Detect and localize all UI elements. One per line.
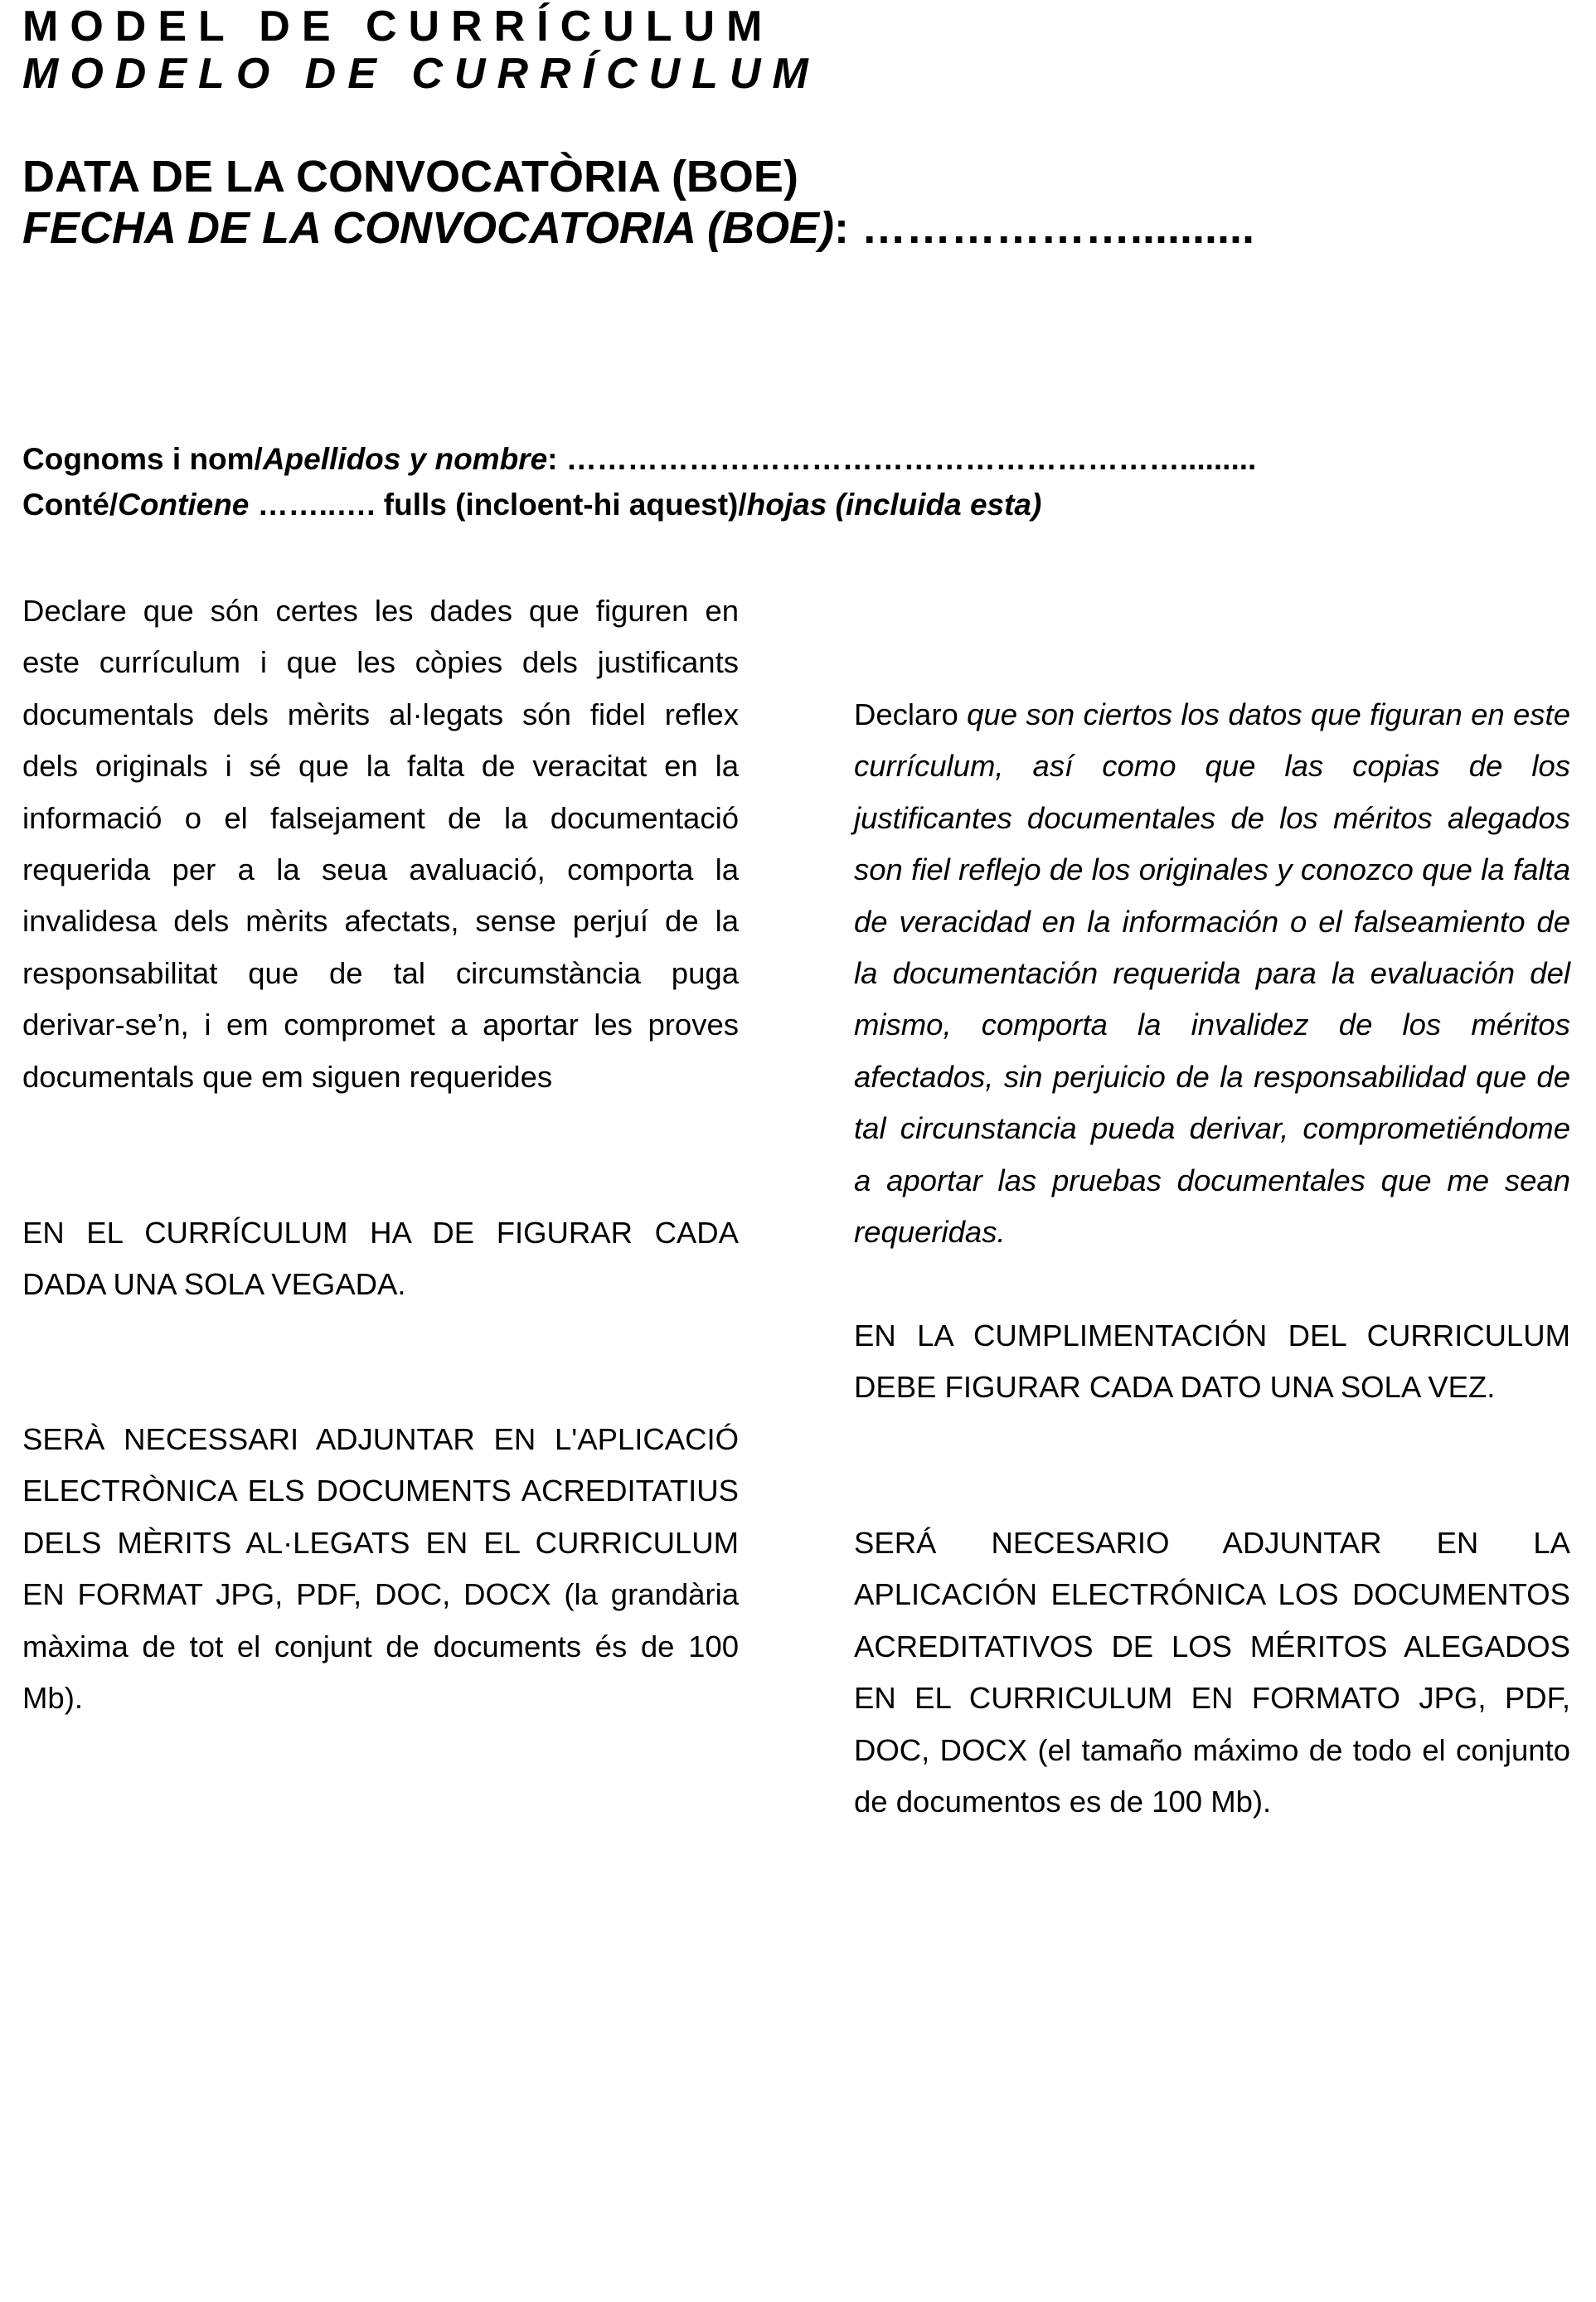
sheets-label-es: hojas (incluida esta)	[746, 488, 1042, 522]
declaration-body: que son ciertos los datos que figuran en este currículum, así como que las copias de los justificantes documentales de los méritos alegados son fiel reflejo de los originales y conozco que la falta de veracidad en la información o el falseamiento de la documentación requerida para la evaluación del mismo, comporta la invalidez de los méritos afectados, sin perjuicio de la responsabilidad que de tal circunstancia pueda derivar, comprometiéndome a aportar las pruebas documentales que me sean requeridas.	[854, 697, 1570, 1250]
convocatoria-date-spanish	[22, 202, 1254, 254]
title-spanish: MODELO DE CURRÍCULUM	[22, 50, 820, 98]
declaration-spanish	[854, 689, 1570, 1258]
declaration-catalan: Declare que són certes les dades que figuren en este currículum i que les còpies dels justificants documentals dels mèrits al·legats són fidel reflex dels originals i sé que la falta de veracitat en la informació o el falsejament de la documentació requerida per a la seua avaluació, comporta la invalidesa dels mèrits afectats, sense perjuí de la responsabilitat que de tal circumstància puga derivar-se’n, i em compromet a aportar les proves documentals que em siguen requerides	[22, 594, 739, 1094]
sheets-fill-field[interactable]: ……..….	[249, 488, 384, 522]
date-fill-field[interactable]: ………………..........	[848, 203, 1255, 253]
convocatoria-label-spanish: FECHA DE LA CONVOCATORIA (BOE)	[22, 203, 834, 253]
sheets-line	[22, 482, 1041, 527]
declaration-first-word: Declaro	[854, 697, 968, 731]
name-label-es: Apellidos y nombre	[262, 442, 548, 476]
once-notice-spanish: EN LA CUMPLIMENTACIÓN DEL CURRICULUM DEBE FIGURAR CADA DATO UNA SOLA VEZ.	[854, 1319, 1570, 1405]
attach-notice-catalan: SERÀ NECESSARI ADJUNTAR EN L'APLICACIÓ ELECTRÒNICA ELS DOCUMENTS ACREDITATIUS DELS MÈRITS AL·LEGATS EN EL CURRICULUM EN FORMAT JPG, PDF, DOC, DOCX (la grandària màxima de tot el conjunt de documents és de 100 Mb).	[22, 1422, 739, 1716]
name-line	[22, 436, 1256, 482]
once-notice-catalan: EN EL CURRÍCULUM HA DE FIGURAR CADA DADA UNA SOLA VEGADA.	[22, 1216, 739, 1302]
name-label-ca: Cognoms i nom/	[22, 442, 263, 476]
title-catalan: MODEL DE CURRÍCULUM	[22, 2, 774, 51]
name-fill-field[interactable]: : …………………………………………………….........	[547, 442, 1257, 476]
colon: :	[834, 203, 849, 253]
contains-label-ca: Conté/	[22, 488, 119, 522]
sheets-label-ca: fulls (incloent-hi aquest)/	[383, 488, 747, 522]
attach-notice-spanish: SERÁ NECESARIO ADJUNTAR EN LA APLICACIÓN ELECTRÓNICA LOS DOCUMENTOS ACREDITATIVOS DE LOS MÉRITOS ALEGADOS EN EL CURRICULUM EN FORMATO JPG, PDF, DOC, DOCX (el tamaño máximo de todo el conjunto de documentos es de 100 Mb).	[854, 1526, 1570, 1819]
contains-label-es: Contiene	[118, 488, 250, 522]
convocatoria-date-catalan: DATA DE LA CONVOCATÒRIA (BOE)	[22, 152, 798, 202]
